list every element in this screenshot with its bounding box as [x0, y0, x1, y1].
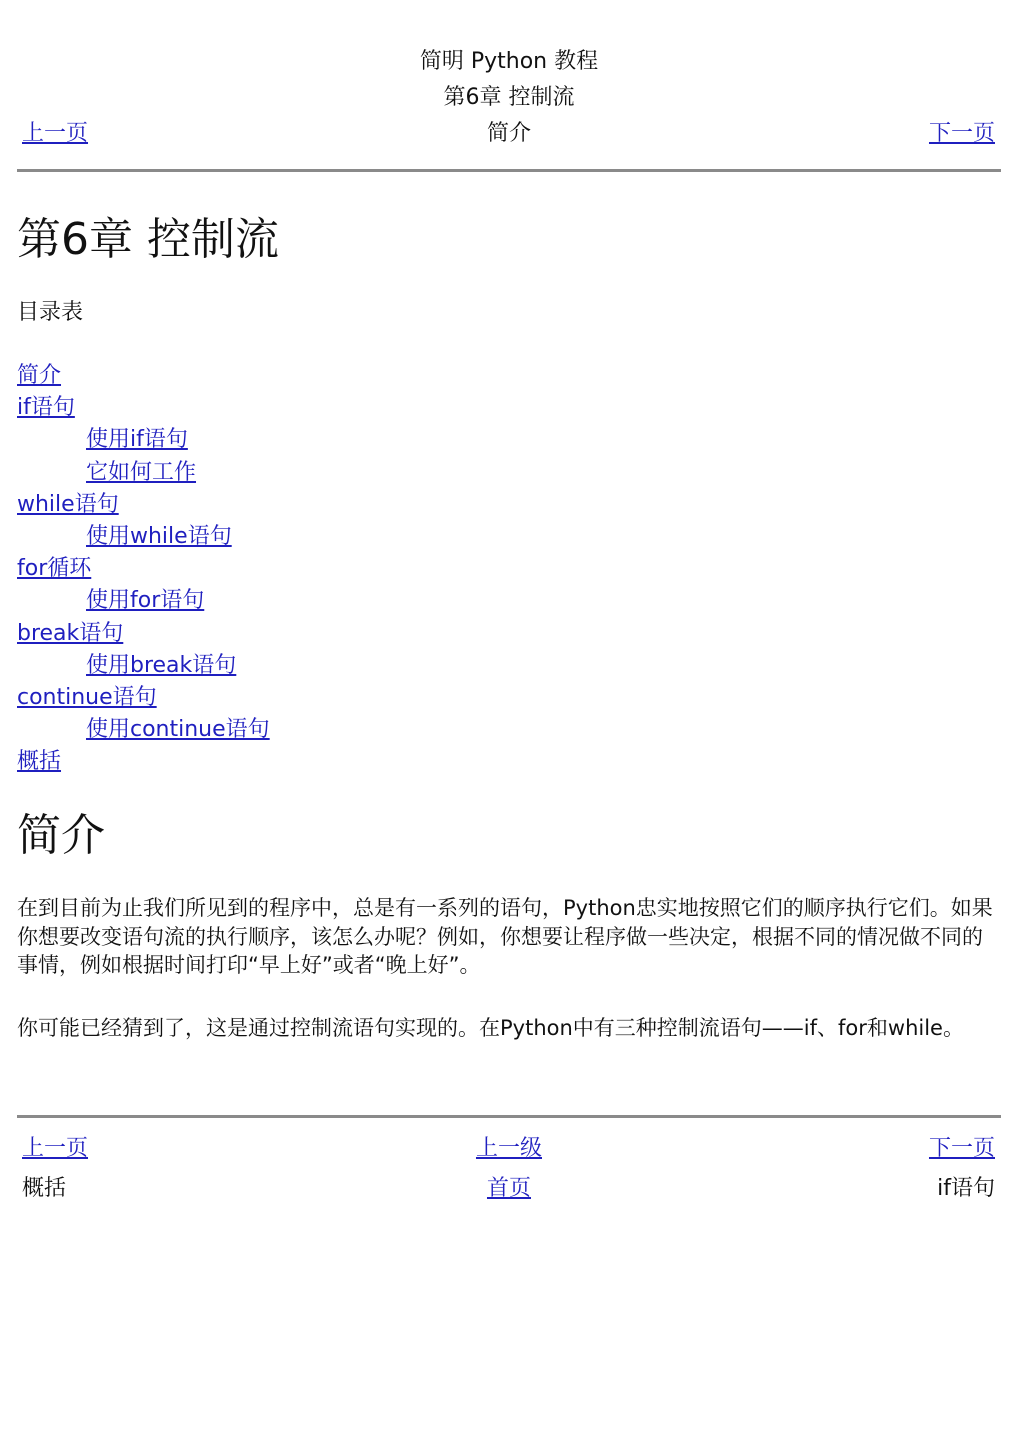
- footer-up-link[interactable]: 上一级: [475, 1136, 542, 1161]
- toc-item: [17, 618, 270, 650]
- current-section-label: 简介: [486, 121, 531, 146]
- prev-page-link[interactable]: 上一页: [22, 121, 89, 146]
- toc-link-summary[interactable]: 概括: [17, 749, 62, 775]
- footer-nav: [17, 1130, 1001, 1210]
- toc-link-using-break[interactable]: 使用break语句: [86, 652, 237, 678]
- toc-link-using-for[interactable]: 使用for语句: [86, 588, 205, 614]
- footer-prev-title: 概括: [22, 1176, 67, 1201]
- footer-home-cell: [17, 1170, 1001, 1208]
- footer-next-title: if语句: [937, 1176, 995, 1201]
- toc-link-continue[interactable]: continue语句: [17, 684, 157, 710]
- toc-item: [17, 521, 270, 553]
- chapter-heading: 第6章 控制流: [443, 85, 575, 110]
- header-nav: [17, 116, 1001, 152]
- toc-link-while[interactable]: while语句: [17, 491, 119, 517]
- footer-divider: [17, 1115, 1001, 1118]
- toc-link-using-if[interactable]: 使用if语句: [86, 427, 188, 453]
- footer-next-link[interactable]: 下一页: [928, 1136, 995, 1161]
- toc-link-using-while[interactable]: 使用while语句: [86, 523, 232, 549]
- toc-item: [17, 392, 270, 424]
- toc-item: [17, 746, 270, 778]
- toc-link-for[interactable]: for循环: [17, 556, 92, 582]
- toc-label: 目录表: [17, 300, 84, 325]
- toc-item: [17, 457, 270, 489]
- paragraph: 在到目前为止我们所见到的程序中，总是有一系列的语句，Python忠实地按照它们的顺序执行它们。如果你想要改变语句流的执行顺序，该怎么办呢？例如，你想要让程序做一些决定，根据不同的情况做不同的事情，例如根据时间打印“早上好”或者“晚上好”。: [17, 896, 993, 977]
- toc-link-using-continue[interactable]: 使用continue语句: [86, 717, 270, 743]
- toc-item: [17, 714, 270, 746]
- toc-link-intro[interactable]: 简介: [17, 363, 62, 388]
- paragraph: 你可能已经猜到了，这是通过控制流语句实现的。在Python中有三种控制流语句——if、for和while。: [17, 1016, 964, 1040]
- toc-item: [17, 424, 270, 456]
- next-page-link[interactable]: 下一页: [928, 121, 995, 146]
- book-title: 简明 Python 教程: [419, 49, 599, 74]
- footer-home-link[interactable]: 首页: [486, 1176, 531, 1201]
- toc-item: [17, 360, 270, 392]
- table-of-contents: [17, 360, 270, 778]
- toc-item: [17, 585, 270, 617]
- page-title: 第6章 控制流: [17, 214, 279, 265]
- toc-link-if[interactable]: if语句: [17, 395, 75, 421]
- footer-prev-link[interactable]: 上一页: [22, 1136, 89, 1161]
- footer-up-cell: [17, 1130, 1001, 1168]
- header-divider: [17, 169, 1001, 172]
- toc-item: [17, 553, 270, 585]
- page-header: [17, 44, 1001, 152]
- section-title: 简介: [17, 810, 105, 861]
- toc-link-break[interactable]: break语句: [17, 620, 124, 646]
- toc-item: [17, 650, 270, 682]
- toc-item: [17, 489, 270, 521]
- toc-link-how-it-works[interactable]: 它如何工作: [86, 459, 197, 485]
- toc-item: [17, 682, 270, 714]
